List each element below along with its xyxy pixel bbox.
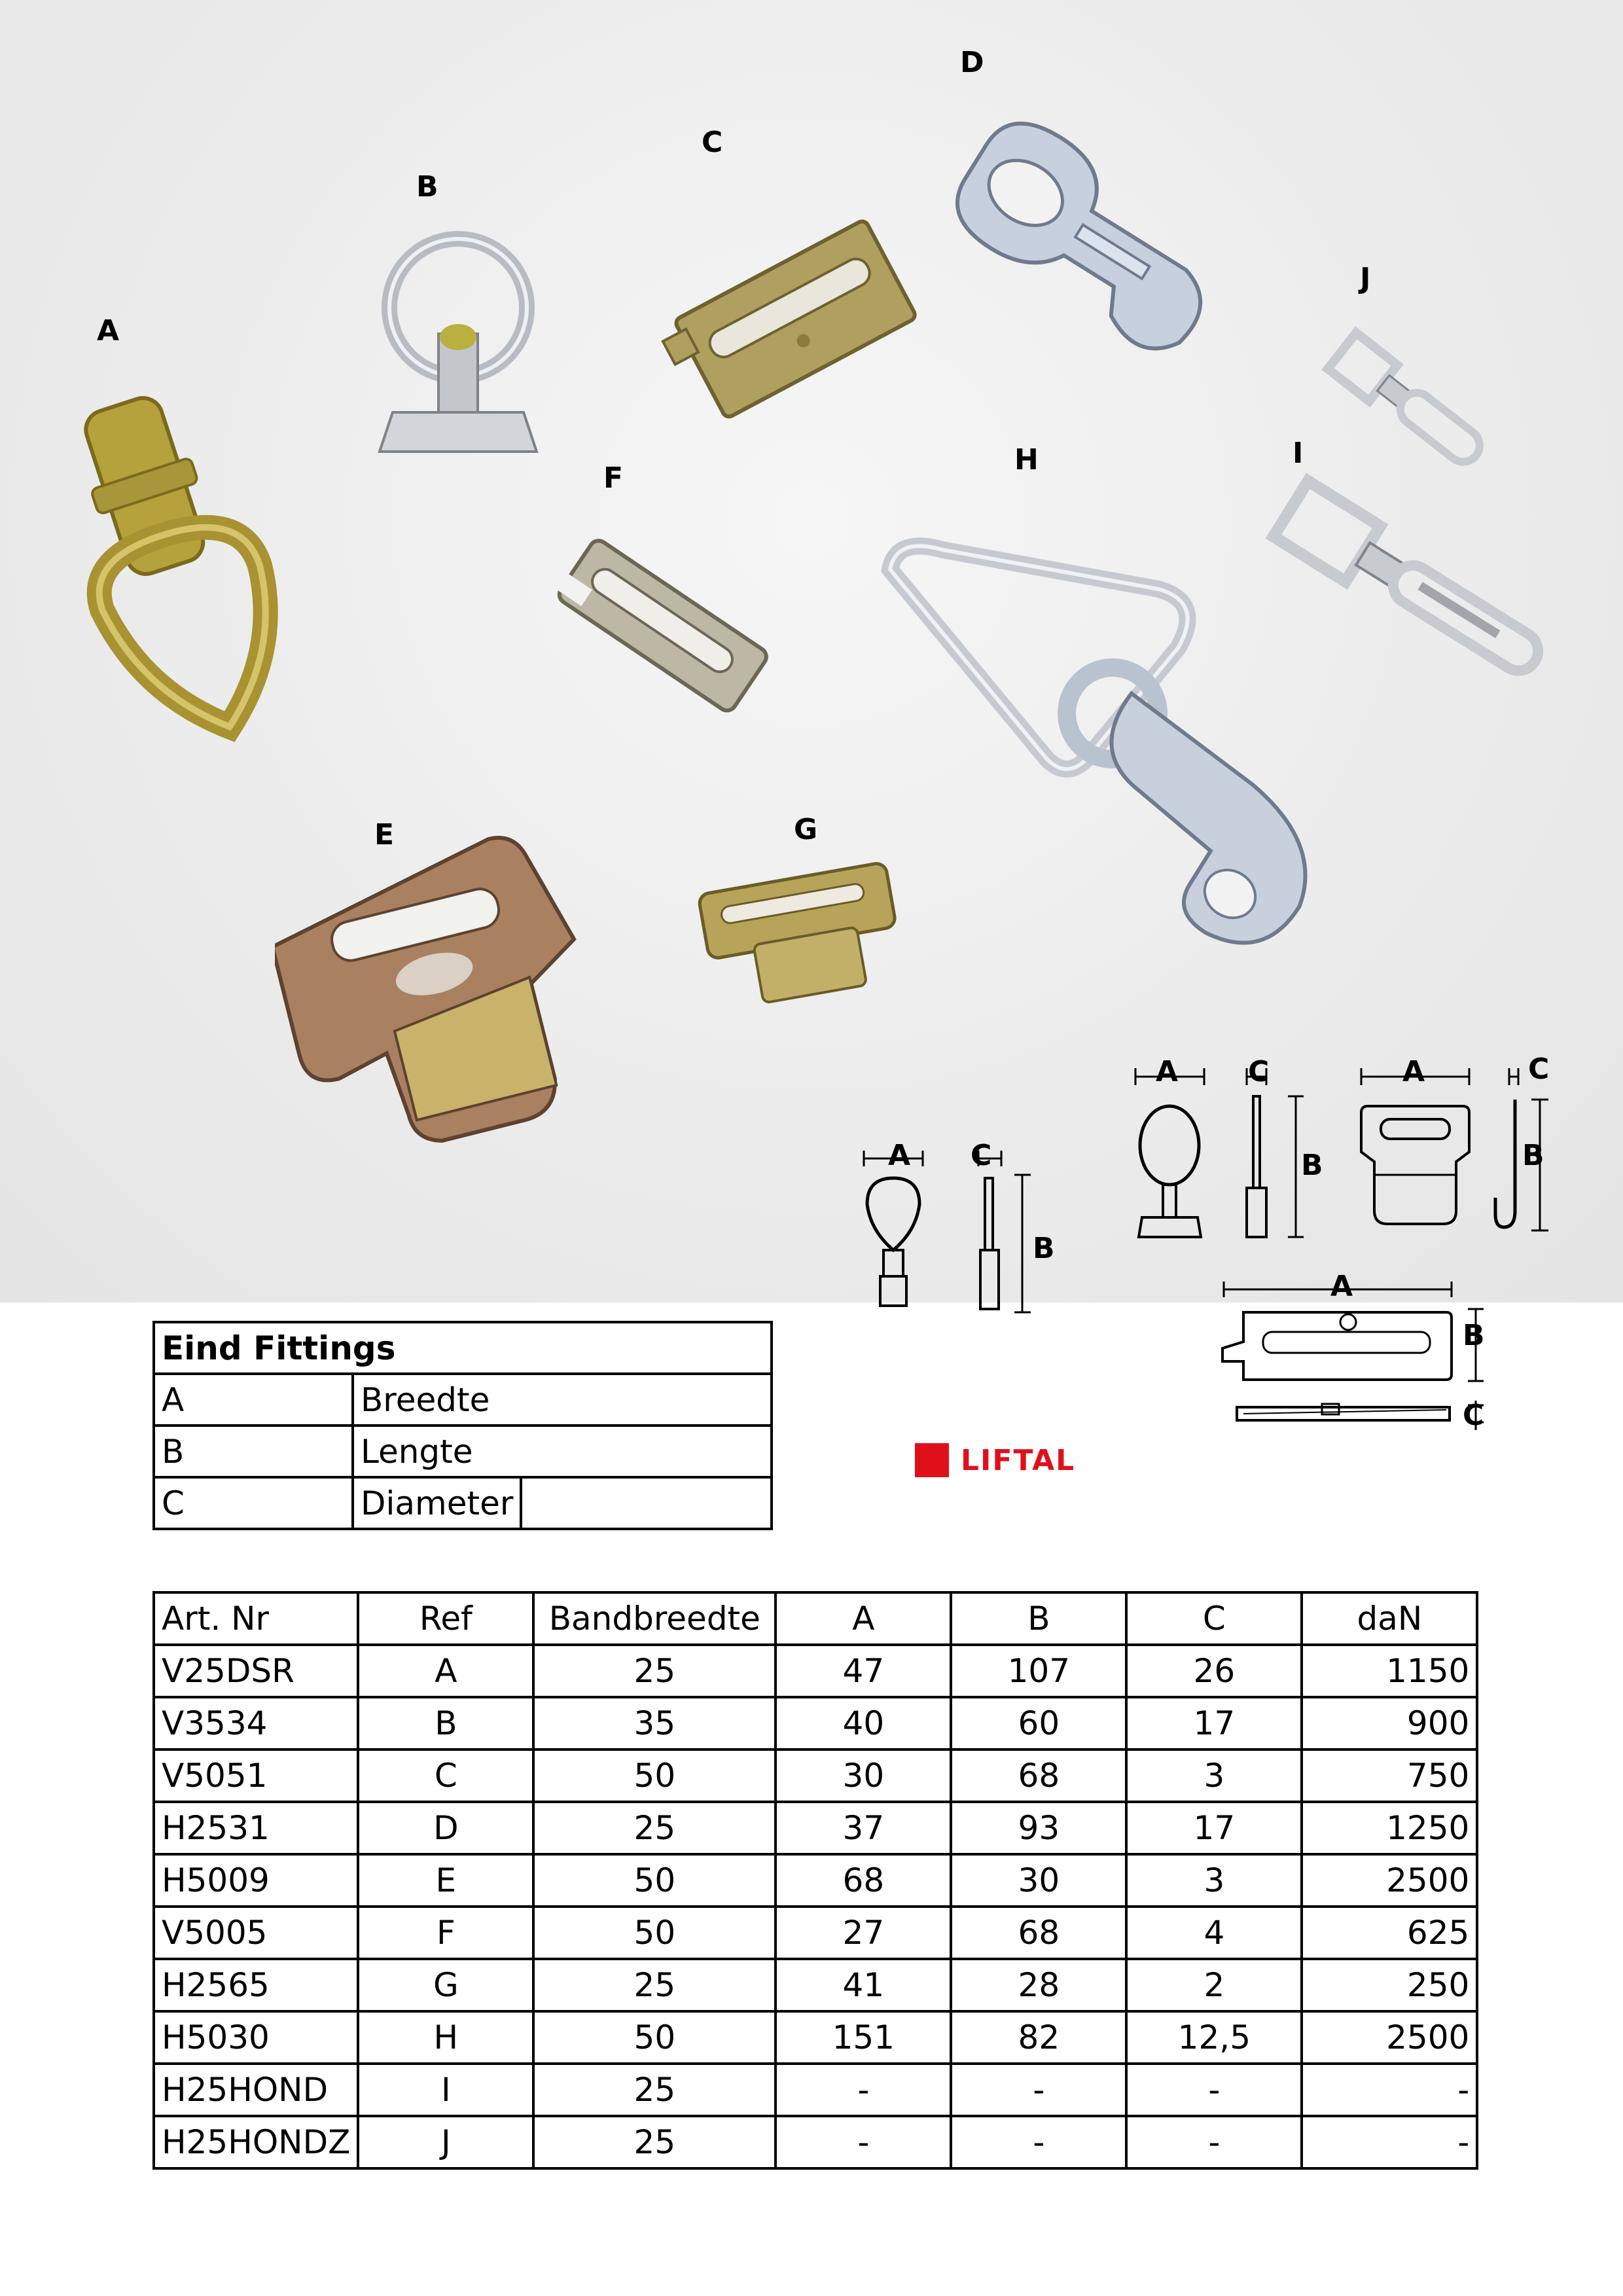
spec-table (152, 1591, 1478, 2170)
cell-b: 30 (951, 1854, 1126, 1907)
cell-b: 28 (951, 1959, 1126, 2011)
table-row (154, 2011, 1477, 2064)
header-art-nr: Art. Nr (154, 1592, 358, 1645)
cell-c: - (1126, 2064, 1302, 2116)
cell-a: 47 (776, 1645, 951, 1697)
header-ref: Ref (358, 1592, 533, 1645)
drawing-d1-label-a: A (888, 1139, 911, 1172)
photo-label-d: D (960, 46, 984, 79)
cell-art-nr: H5009 (154, 1854, 358, 1907)
cell-c: 17 (1126, 1802, 1302, 1854)
cell-b: 93 (951, 1802, 1126, 1854)
drawing-d1 (851, 1139, 1060, 1335)
photo-label-i: I (1293, 437, 1304, 470)
table-row (154, 1959, 1477, 2011)
cell-dan: 1150 (1302, 1645, 1477, 1697)
photo-label-g: G (794, 813, 818, 846)
legend-key: B (154, 1426, 353, 1477)
cell-a: 68 (776, 1854, 951, 1907)
cell-ref: C (358, 1749, 533, 1802)
cell-c: 26 (1126, 1645, 1302, 1697)
drawing-d1-label-b: B (1033, 1232, 1055, 1265)
drawing-d1-label-c: C (971, 1139, 992, 1172)
photo-label-a: A (97, 314, 120, 348)
legend-title-row (154, 1322, 772, 1374)
brand-logo-mark (915, 1443, 949, 1477)
cell-art-nr: V5005 (154, 1907, 358, 1959)
legend-empty-cell (521, 1477, 772, 1529)
cell-bandbreedte: 25 (533, 2116, 776, 2168)
cell-a: - (776, 2116, 951, 2168)
drawing-d4-label-a: A (1330, 1270, 1353, 1303)
table-row (154, 1854, 1477, 1907)
cell-a: 30 (776, 1749, 951, 1802)
cell-bandbreedte: 25 (533, 1802, 776, 1854)
cell-c: 2 (1126, 1959, 1302, 2011)
cell-dan: 2500 (1302, 2011, 1477, 2064)
photo-label-e: E (374, 818, 395, 852)
photo-label-c: C (702, 126, 723, 159)
fitting-i-image (1243, 471, 1590, 746)
drawing-d3-label-b: B (1522, 1139, 1544, 1172)
cell-dan: 2500 (1302, 1854, 1477, 1907)
drawing-d4-label-c: C (1463, 1399, 1484, 1432)
cell-dan: - (1302, 2064, 1477, 2116)
cell-c: 12,5 (1126, 2011, 1302, 2064)
cell-a: 41 (776, 1959, 951, 2011)
table-row (154, 1802, 1477, 1854)
brand-logo-text: LIFTAL (961, 1443, 1076, 1477)
cell-dan: 750 (1302, 1749, 1477, 1802)
cell-art-nr: H5030 (154, 2011, 358, 2064)
cell-art-nr: V25DSR (154, 1645, 358, 1697)
spec-header-row (154, 1592, 1477, 1645)
fitting-f-image (537, 511, 785, 746)
cell-art-nr: H25HOND (154, 2064, 358, 2116)
drawing-d3-label-c: C (1528, 1052, 1550, 1086)
drawing-d3-label-a: A (1402, 1055, 1425, 1088)
fitting-g-image (694, 851, 916, 1021)
cell-bandbreedte: 50 (533, 1907, 776, 1959)
cell-a: 37 (776, 1802, 951, 1854)
table-row (154, 1907, 1477, 1959)
cell-b: 68 (951, 1749, 1126, 1802)
cell-art-nr: H2565 (154, 1959, 358, 2011)
cell-ref: A (358, 1645, 533, 1697)
cell-bandbreedte: 50 (533, 1854, 776, 1907)
table-row (154, 1749, 1477, 1802)
cell-dan: 250 (1302, 1959, 1477, 2011)
legend-key: C (154, 1477, 353, 1529)
cell-c: 17 (1126, 1697, 1302, 1749)
cell-ref: D (358, 1802, 533, 1854)
drawing-d2-label-c: C (1248, 1055, 1270, 1088)
fitting-c-image (641, 183, 929, 458)
cell-c: 3 (1126, 1749, 1302, 1802)
legend-row (154, 1426, 772, 1477)
legend-value: Diameter (353, 1477, 521, 1529)
legend-table (152, 1321, 773, 1530)
cell-c: - (1126, 2116, 1302, 2168)
cell-b: 60 (951, 1697, 1126, 1749)
cell-bandbreedte: 25 (533, 2064, 776, 2116)
header-c: C (1126, 1592, 1302, 1645)
cell-b: 107 (951, 1645, 1126, 1697)
header-a: A (776, 1592, 951, 1645)
cell-bandbreedte: 50 (533, 2011, 776, 2064)
photo-label-f: F (603, 461, 624, 495)
cell-bandbreedte: 25 (533, 1959, 776, 2011)
fitting-e-image (275, 798, 641, 1178)
cell-b: - (951, 2116, 1126, 2168)
legend-value: Breedte (353, 1374, 772, 1426)
legend-title: Eind Fittings (154, 1322, 772, 1374)
cell-b: - (951, 2064, 1126, 2116)
drawing-d2-label-b: B (1301, 1149, 1323, 1182)
cell-dan: 625 (1302, 1907, 1477, 1959)
cell-ref: F (358, 1907, 533, 1959)
cell-art-nr: H25HONDZ (154, 2116, 358, 2168)
cell-dan: 900 (1302, 1697, 1477, 1749)
brand-logo (915, 1443, 1075, 1477)
cell-a: - (776, 2064, 951, 2116)
legend-row (154, 1477, 772, 1529)
cell-ref: J (358, 2116, 533, 2168)
cell-ref: H (358, 2011, 533, 2064)
cell-dan: 1250 (1302, 1802, 1477, 1854)
photo-label-b: B (416, 170, 438, 204)
drawing-d4-label-b: B (1463, 1319, 1485, 1352)
fitting-d-image (910, 98, 1250, 386)
cell-art-nr: V5051 (154, 1749, 358, 1802)
header-bandbreedte: Bandbreedte (533, 1592, 776, 1645)
drawing-d2-label-a: A (1156, 1055, 1179, 1088)
cell-ref: E (358, 1854, 533, 1907)
cell-ref: B (358, 1697, 533, 1749)
table-row (154, 2064, 1477, 2116)
cell-bandbreedte: 50 (533, 1749, 776, 1802)
cell-bandbreedte: 35 (533, 1697, 776, 1749)
cell-a: 151 (776, 2011, 951, 2064)
table-row (154, 1697, 1477, 1749)
header-dan: daN (1302, 1592, 1477, 1645)
photo-label-h: H (1014, 443, 1039, 476)
fitting-a-image (52, 367, 353, 798)
cell-c: 3 (1126, 1854, 1302, 1907)
cell-art-nr: V3534 (154, 1697, 358, 1749)
table-row (154, 2116, 1477, 2168)
cell-ref: G (358, 1959, 533, 2011)
cell-b: 82 (951, 2011, 1126, 2064)
cell-b: 68 (951, 1907, 1126, 1959)
table-row (154, 1645, 1477, 1697)
fitting-b-image (353, 223, 576, 471)
cell-a: 27 (776, 1907, 951, 1959)
cell-ref: I (358, 2064, 533, 2116)
cell-dan: - (1302, 2116, 1477, 2168)
legend-key: A (154, 1374, 353, 1426)
legend-value: Lengte (353, 1426, 772, 1477)
photo-label-j: J (1360, 262, 1371, 295)
header-b: B (951, 1592, 1126, 1645)
cell-bandbreedte: 25 (533, 1645, 776, 1697)
cell-c: 4 (1126, 1907, 1302, 1959)
cell-a: 40 (776, 1697, 951, 1749)
legend-row (154, 1374, 772, 1426)
cell-art-nr: H2531 (154, 1802, 358, 1854)
